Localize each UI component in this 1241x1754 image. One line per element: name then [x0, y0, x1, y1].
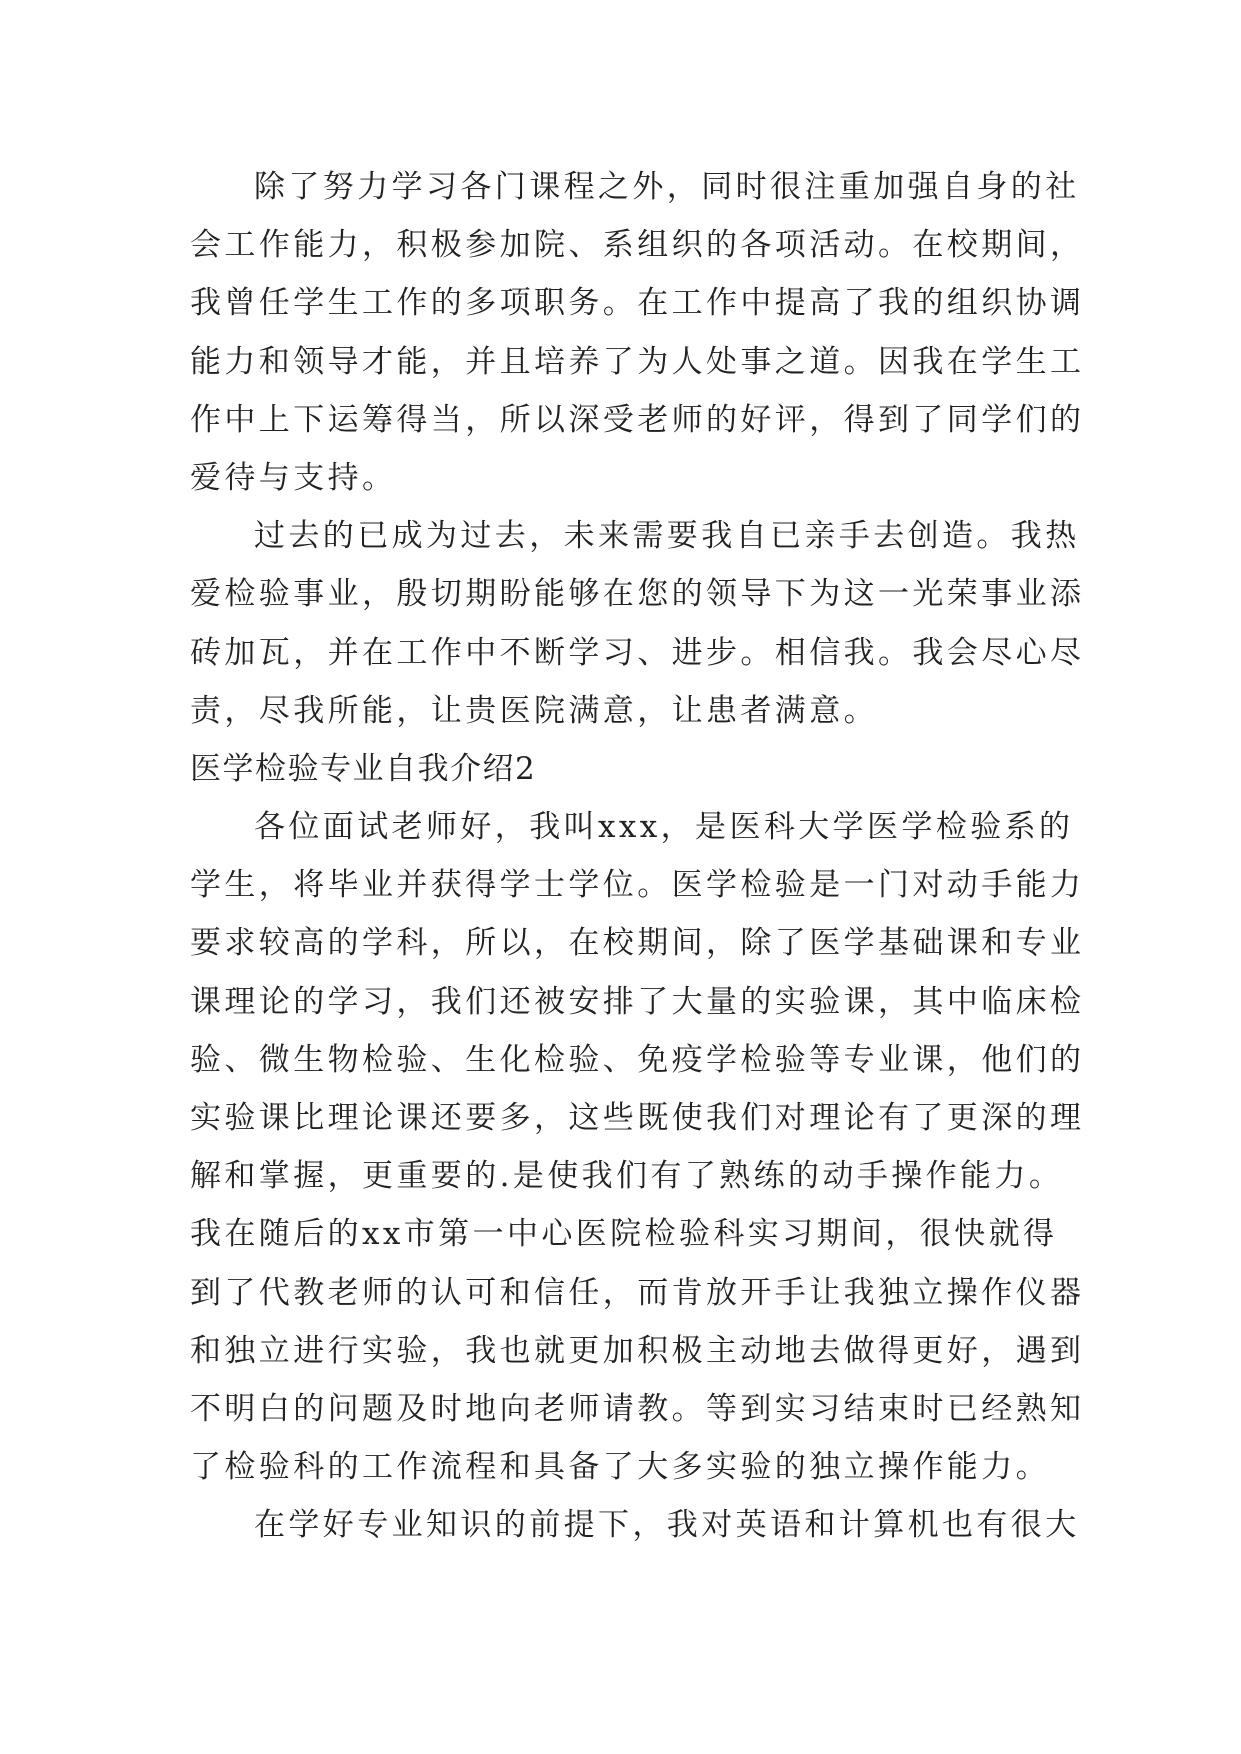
paragraph-3-line-8: 我在随后的xx市第一中心医院检验科实习期间，很快就得 — [190, 1216, 1058, 1253]
paragraph-3-line-10: 和独立进行实验，我也就更加积极主动地去做得更好，遇到 — [190, 1332, 1085, 1369]
paragraph-2-line-1: 过去的已成为过去，未来需要我自已亲手去创造。我热 — [254, 518, 1080, 555]
paragraph-1-line-3: 我曾任学生工作的多项职务。在工作中提高了我的组织协调 — [190, 285, 1085, 322]
paragraph-2-line-2: 爱检验事业，殷切期盼能够在您的领导下为这一光荣事业添 — [190, 576, 1085, 613]
paragraph-3-line-4: 课理论的学习，我们还被安排了大量的实验课，其中临床检 — [190, 983, 1085, 1020]
paragraph-1-line-4: 能力和领导才能，并且培养了为人处事之道。因我在学生工 — [190, 343, 1085, 380]
paragraph-3-line-3: 要求较高的学科，所以，在校期间，除了医学基础课和专业 — [190, 925, 1085, 962]
paragraph-2-line-3: 砖加瓦，并在工作中不断学习、进步。相信我。我会尽心尽 — [190, 634, 1085, 671]
paragraph-3-line-5: 验、微生物检验、生化检验、免疫学检验等专业课，他们的 — [190, 1041, 1085, 1078]
paragraph-3-line-12: 了检验科的工作流程和具备了大多实验的独立操作能力。 — [190, 1449, 1050, 1486]
paragraph-1-line-2: 会工作能力，积极参加院、系组织的各项活动。在校期间， — [190, 227, 1085, 264]
paragraph-3-line-1: 各位面试老师好，我叫xxx，是医科大学医学检验系的 — [254, 809, 1074, 846]
paragraph-1-line-6: 爱待与支持。 — [190, 459, 397, 496]
section-heading: 医学检验专业自我介绍2 — [190, 750, 537, 787]
paragraph-3-line-2: 学生，将毕业并获得学士学位。医学检验是一门对动手能力 — [190, 867, 1085, 904]
paragraph-3-line-7: 解和掌握，更重要的.是使我们有了熟练的动手操作能力。 — [190, 1158, 1064, 1195]
paragraph-3-line-11: 不明白的问题及时地向老师请教。等到实习结束时已经熟知 — [190, 1390, 1085, 1427]
paragraph-2-line-4: 责，尽我所能，让贵医院满意，让患者满意。 — [190, 692, 878, 729]
paragraph-1-line-1: 除了努力学习各门课程之外，同时很注重加强自身的社 — [254, 169, 1080, 205]
document-body — [190, 158, 1085, 1555]
paragraph-3-line-9: 到了代教老师的认可和信任，而肯放开手让我独立操作仪器 — [190, 1274, 1085, 1311]
paragraph-3-line-6: 实验课比理论课还要多，这些既使我们对理论有了更深的理 — [190, 1100, 1085, 1136]
paragraph-4-line-1: 在学好专业知识的前提下，我对英语和计算机也有很大 — [254, 1507, 1080, 1544]
paragraph-1-line-5: 作中上下运筹得当，所以深受老师的好评，得到了同学们的 — [190, 401, 1085, 438]
